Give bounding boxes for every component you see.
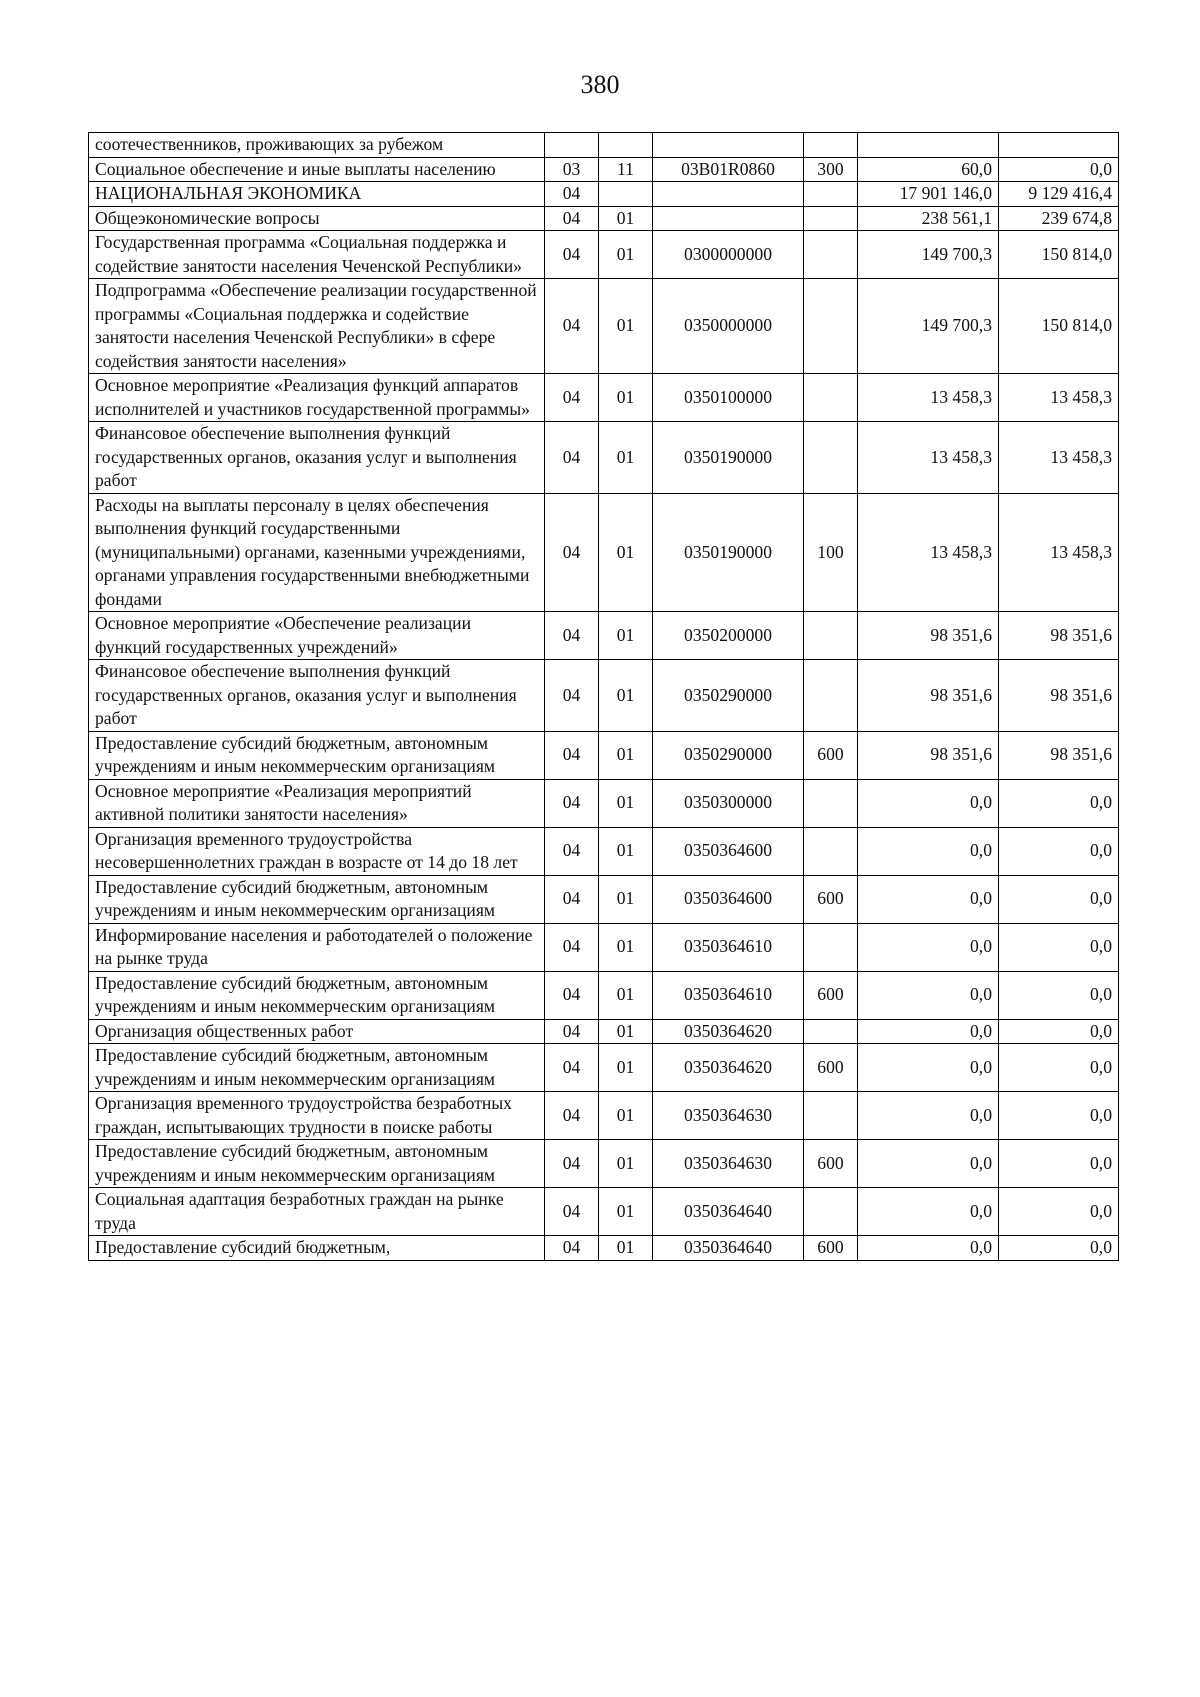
subsection-code-cell: 01 xyxy=(599,231,653,279)
target-article-cell: 0350364600 xyxy=(653,875,804,923)
target-article-cell: 0350364640 xyxy=(653,1236,804,1261)
subsection-code-cell: 01 xyxy=(599,279,653,374)
target-article-cell: 0350300000 xyxy=(653,779,804,827)
target-article-cell: 0350364620 xyxy=(653,1019,804,1044)
section-code-cell: 04 xyxy=(545,1236,599,1261)
amount-year1-cell: 149 700,3 xyxy=(858,231,999,279)
expense-name-cell: Предоставление субсидий бюджетным, автономным учреждениям и иным некоммерческим организациям xyxy=(89,875,545,923)
expense-name-cell: Организация временного трудоустройства несовершеннолетних граждан в возрасте от 14 до 18 лет xyxy=(89,827,545,875)
expense-type-cell xyxy=(804,231,858,279)
table-row xyxy=(89,612,1119,660)
target-article-cell: 03B01R0860 xyxy=(653,157,804,182)
amount-year2-cell: 0,0 xyxy=(999,1236,1119,1261)
expense-name-cell: Расходы на выплаты персоналу в целях обеспечения выполнения функций государственными (муниципальными) органами, казенными учреждениями, органами управления государственными внебюджетными фондами xyxy=(89,493,545,612)
expense-type-cell xyxy=(804,779,858,827)
expense-type-cell: 600 xyxy=(804,1140,858,1188)
subsection-code-cell: 01 xyxy=(599,493,653,612)
expense-name-cell: Основное мероприятие «Реализация функций аппаратов исполнителей и участников государственной программы» xyxy=(89,374,545,422)
section-code-cell: 04 xyxy=(545,422,599,494)
amount-year2-cell: 13 458,3 xyxy=(999,374,1119,422)
target-article-cell: 0350100000 xyxy=(653,374,804,422)
table-row xyxy=(89,1188,1119,1236)
table-row xyxy=(89,779,1119,827)
table-row xyxy=(89,206,1119,231)
expense-name-cell: Предоставление субсидий бюджетным, автономным учреждениям и иным некоммерческим организациям xyxy=(89,1044,545,1092)
amount-year1-cell: 13 458,3 xyxy=(858,493,999,612)
expense-type-cell xyxy=(804,612,858,660)
section-code-cell: 04 xyxy=(545,1019,599,1044)
section-code-cell: 04 xyxy=(545,827,599,875)
expense-type-cell: 600 xyxy=(804,875,858,923)
subsection-code-cell xyxy=(599,182,653,207)
amount-year2-cell: 13 458,3 xyxy=(999,493,1119,612)
amount-year1-cell: 0,0 xyxy=(858,1188,999,1236)
section-code-cell: 04 xyxy=(545,374,599,422)
amount-year2-cell: 0,0 xyxy=(999,1092,1119,1140)
expense-type-cell xyxy=(804,1092,858,1140)
expense-type-cell xyxy=(804,133,858,158)
amount-year1-cell: 13 458,3 xyxy=(858,422,999,494)
amount-year2-cell: 0,0 xyxy=(999,779,1119,827)
table-row xyxy=(89,133,1119,158)
subsection-code-cell: 01 xyxy=(599,1140,653,1188)
amount-year2-cell: 9 129 416,4 xyxy=(999,182,1119,207)
expense-name-cell: Финансовое обеспечение выполнения функций государственных органов, оказания услуг и выполнения работ xyxy=(89,422,545,494)
amount-year1-cell: 98 351,6 xyxy=(858,731,999,779)
table-row xyxy=(89,231,1119,279)
budget-table xyxy=(88,132,1119,1261)
amount-year1-cell: 0,0 xyxy=(858,923,999,971)
expense-type-cell xyxy=(804,827,858,875)
table-row xyxy=(89,279,1119,374)
expense-type-cell xyxy=(804,279,858,374)
section-code-cell: 04 xyxy=(545,493,599,612)
expense-name-cell: Основное мероприятие «Обеспечение реализации функций государственных учреждений» xyxy=(89,612,545,660)
section-code-cell: 04 xyxy=(545,612,599,660)
expense-name-cell: Государственная программа «Социальная поддержка и содействие занятости населения Чеченской Республики» xyxy=(89,231,545,279)
amount-year2-cell: 0,0 xyxy=(999,875,1119,923)
table-row xyxy=(89,875,1119,923)
expense-type-cell xyxy=(804,422,858,494)
amount-year2-cell: 98 351,6 xyxy=(999,660,1119,732)
section-code-cell: 04 xyxy=(545,206,599,231)
table-row xyxy=(89,1092,1119,1140)
expense-type-cell: 600 xyxy=(804,1236,858,1261)
subsection-code-cell: 01 xyxy=(599,1044,653,1092)
expense-name-cell: соотечественников, проживающих за рубежом xyxy=(89,133,545,158)
expense-name-cell: Организация общественных работ xyxy=(89,1019,545,1044)
target-article-cell: 0350290000 xyxy=(653,660,804,732)
amount-year1-cell: 0,0 xyxy=(858,1092,999,1140)
subsection-code-cell: 01 xyxy=(599,731,653,779)
section-code-cell: 04 xyxy=(545,1140,599,1188)
expense-type-cell xyxy=(804,182,858,207)
subsection-code-cell: 01 xyxy=(599,422,653,494)
section-code-cell: 04 xyxy=(545,923,599,971)
expense-name-cell: Подпрограмма «Обеспечение реализации государственной программы «Социальная поддержка и содействие занятости населения Чеченской Республики» в сфере содействия занятости населения» xyxy=(89,279,545,374)
expense-type-cell: 600 xyxy=(804,971,858,1019)
section-code-cell: 04 xyxy=(545,1092,599,1140)
table-row xyxy=(89,493,1119,612)
table-row xyxy=(89,1044,1119,1092)
amount-year1-cell: 0,0 xyxy=(858,971,999,1019)
expense-name-cell: Социальная адаптация безработных граждан на рынке труда xyxy=(89,1188,545,1236)
target-article-cell: 0350364600 xyxy=(653,827,804,875)
subsection-code-cell: 01 xyxy=(599,1092,653,1140)
amount-year1-cell: 0,0 xyxy=(858,1044,999,1092)
table-row xyxy=(89,1140,1119,1188)
target-article-cell: 0350364610 xyxy=(653,971,804,1019)
subsection-code-cell: 01 xyxy=(599,1188,653,1236)
subsection-code-cell: 01 xyxy=(599,827,653,875)
subsection-code-cell xyxy=(599,133,653,158)
amount-year2-cell: 239 674,8 xyxy=(999,206,1119,231)
amount-year1-cell: 98 351,6 xyxy=(858,660,999,732)
target-article-cell: 0350190000 xyxy=(653,493,804,612)
section-code-cell: 04 xyxy=(545,731,599,779)
expense-type-cell xyxy=(804,206,858,231)
section-code-cell: 04 xyxy=(545,279,599,374)
target-article-cell: 0350364630 xyxy=(653,1092,804,1140)
amount-year1-cell: 13 458,3 xyxy=(858,374,999,422)
table-row xyxy=(89,157,1119,182)
table-row xyxy=(89,1236,1119,1261)
expense-type-cell: 600 xyxy=(804,1044,858,1092)
table-body xyxy=(89,133,1119,1261)
section-code-cell: 04 xyxy=(545,875,599,923)
amount-year1-cell: 0,0 xyxy=(858,1019,999,1044)
expense-name-cell: Основное мероприятие «Реализация мероприятий активной политики занятости населения» xyxy=(89,779,545,827)
expense-type-cell xyxy=(804,1188,858,1236)
amount-year2-cell: 0,0 xyxy=(999,971,1119,1019)
section-code-cell: 04 xyxy=(545,779,599,827)
amount-year1-cell: 0,0 xyxy=(858,779,999,827)
subsection-code-cell: 01 xyxy=(599,374,653,422)
amount-year2-cell: 0,0 xyxy=(999,923,1119,971)
amount-year1-cell: 60,0 xyxy=(858,157,999,182)
subsection-code-cell: 01 xyxy=(599,971,653,1019)
expense-name-cell: Информирование населения и работодателей о положение на рынке труда xyxy=(89,923,545,971)
amount-year1-cell: 0,0 xyxy=(858,875,999,923)
table-row xyxy=(89,1019,1119,1044)
amount-year2-cell: 0,0 xyxy=(999,1019,1119,1044)
amount-year1-cell: 98 351,6 xyxy=(858,612,999,660)
table-row xyxy=(89,923,1119,971)
section-code-cell: 04 xyxy=(545,1044,599,1092)
amount-year1-cell: 0,0 xyxy=(858,1236,999,1261)
target-article-cell: 0350364630 xyxy=(653,1140,804,1188)
amount-year2-cell: 0,0 xyxy=(999,157,1119,182)
expense-type-cell: 300 xyxy=(804,157,858,182)
expense-type-cell: 600 xyxy=(804,731,858,779)
table-row xyxy=(89,731,1119,779)
amount-year2-cell: 98 351,6 xyxy=(999,612,1119,660)
amount-year1-cell: 149 700,3 xyxy=(858,279,999,374)
expense-name-cell: Социальное обеспечение и иные выплаты населению xyxy=(89,157,545,182)
section-code-cell xyxy=(545,133,599,158)
expense-type-cell: 100 xyxy=(804,493,858,612)
table-row xyxy=(89,422,1119,494)
expense-name-cell: НАЦИОНАЛЬНАЯ ЭКОНОМИКА xyxy=(89,182,545,207)
table-row xyxy=(89,827,1119,875)
expense-name-cell: Предоставление субсидий бюджетным, xyxy=(89,1236,545,1261)
amount-year2-cell: 0,0 xyxy=(999,827,1119,875)
expense-name-cell: Общеэкономические вопросы xyxy=(89,206,545,231)
subsection-code-cell: 01 xyxy=(599,875,653,923)
section-code-cell: 04 xyxy=(545,660,599,732)
expense-name-cell: Предоставление субсидий бюджетным, автономным учреждениям и иным некоммерческим организациям xyxy=(89,731,545,779)
target-article-cell: 0300000000 xyxy=(653,231,804,279)
expense-type-cell xyxy=(804,374,858,422)
amount-year1-cell: 238 561,1 xyxy=(858,206,999,231)
expense-name-cell: Предоставление субсидий бюджетным, автономным учреждениям и иным некоммерческим организациям xyxy=(89,971,545,1019)
amount-year2-cell: 150 814,0 xyxy=(999,279,1119,374)
target-article-cell: 0350364610 xyxy=(653,923,804,971)
expense-type-cell xyxy=(804,1019,858,1044)
target-article-cell: 0350364640 xyxy=(653,1188,804,1236)
expense-type-cell xyxy=(804,923,858,971)
expense-name-cell: Предоставление субсидий бюджетным, автономным учреждениям и иным некоммерческим организациям xyxy=(89,1140,545,1188)
table-row xyxy=(89,660,1119,732)
target-article-cell xyxy=(653,182,804,207)
target-article-cell: 0350364620 xyxy=(653,1044,804,1092)
target-article-cell: 0350190000 xyxy=(653,422,804,494)
amount-year1-cell: 17 901 146,0 xyxy=(858,182,999,207)
section-code-cell: 04 xyxy=(545,1188,599,1236)
subsection-code-cell: 01 xyxy=(599,1236,653,1261)
expense-type-cell xyxy=(804,660,858,732)
amount-year2-cell xyxy=(999,133,1119,158)
subsection-code-cell: 01 xyxy=(599,612,653,660)
subsection-code-cell: 01 xyxy=(599,1019,653,1044)
subsection-code-cell: 01 xyxy=(599,923,653,971)
subsection-code-cell: 01 xyxy=(599,660,653,732)
amount-year1-cell xyxy=(858,133,999,158)
table-row xyxy=(89,182,1119,207)
amount-year2-cell: 98 351,6 xyxy=(999,731,1119,779)
section-code-cell: 04 xyxy=(545,971,599,1019)
subsection-code-cell: 01 xyxy=(599,206,653,231)
target-article-cell: 0350200000 xyxy=(653,612,804,660)
subsection-code-cell: 11 xyxy=(599,157,653,182)
expense-name-cell: Организация временного трудоустройства безработных граждан, испытывающих трудности в поиске работы xyxy=(89,1092,545,1140)
section-code-cell: 04 xyxy=(545,182,599,207)
target-article-cell: 0350290000 xyxy=(653,731,804,779)
amount-year1-cell: 0,0 xyxy=(858,827,999,875)
section-code-cell: 04 xyxy=(545,231,599,279)
amount-year2-cell: 150 814,0 xyxy=(999,231,1119,279)
amount-year1-cell: 0,0 xyxy=(858,1140,999,1188)
amount-year2-cell: 0,0 xyxy=(999,1140,1119,1188)
page-number: 380 xyxy=(580,70,620,99)
expense-name-cell: Финансовое обеспечение выполнения функций государственных органов, оказания услуг и выполнения работ xyxy=(89,660,545,732)
target-article-cell xyxy=(653,206,804,231)
section-code-cell: 03 xyxy=(545,157,599,182)
amount-year2-cell: 0,0 xyxy=(999,1044,1119,1092)
amount-year2-cell: 13 458,3 xyxy=(999,422,1119,494)
target-article-cell xyxy=(653,133,804,158)
amount-year2-cell: 0,0 xyxy=(999,1188,1119,1236)
table-row xyxy=(89,971,1119,1019)
target-article-cell: 0350000000 xyxy=(653,279,804,374)
subsection-code-cell: 01 xyxy=(599,779,653,827)
table-row xyxy=(89,374,1119,422)
